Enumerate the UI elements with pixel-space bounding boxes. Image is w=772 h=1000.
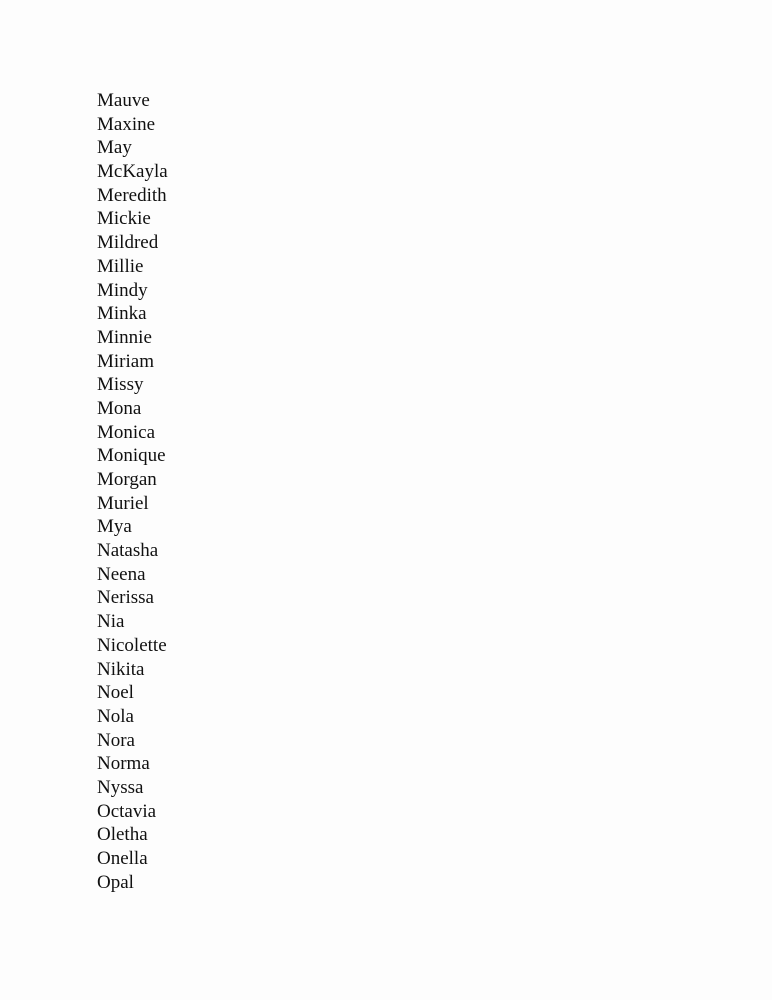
list-item: Mindy (97, 279, 148, 301)
list-item: Meredith (97, 184, 167, 206)
list-item: Octavia (97, 800, 157, 822)
list-item: Mickie (97, 208, 151, 230)
list-item: Muriel (97, 492, 149, 514)
list-item: Nikita (97, 658, 145, 680)
name-list (97, 89, 168, 894)
list-item: Onella (97, 848, 148, 869)
list-item: Nola (97, 705, 134, 727)
list-item: Monica (97, 421, 156, 443)
list-item: Mona (97, 397, 142, 419)
list-item: Minnie (97, 326, 152, 348)
list-item: Nerissa (97, 587, 154, 609)
list-item: Miriam (97, 350, 154, 372)
list-item: Missy (97, 374, 144, 396)
list-item: Nora (97, 729, 135, 751)
list-item: Mya (97, 516, 132, 538)
list-item: Monique (97, 445, 166, 467)
list-item: Norma (97, 753, 150, 775)
list-item: Nyssa (97, 776, 144, 798)
list-item: Oletha (97, 824, 148, 846)
list-item: Neena (97, 563, 146, 585)
list-item: McKayla (97, 161, 168, 183)
list-item: May (97, 137, 132, 159)
list-item: Nia (97, 611, 125, 633)
list-item: Opal (97, 871, 134, 893)
list-item: Morgan (97, 469, 157, 490)
list-item: Maxine (97, 113, 156, 135)
list-item: Mauve (97, 90, 150, 111)
list-item: Nicolette (97, 634, 167, 656)
list-item: Mildred (97, 232, 159, 254)
list-item: Natasha (97, 540, 159, 562)
list-item: Minka (97, 303, 147, 325)
list-item: Noel (97, 682, 134, 704)
list-item: Millie (97, 255, 144, 277)
